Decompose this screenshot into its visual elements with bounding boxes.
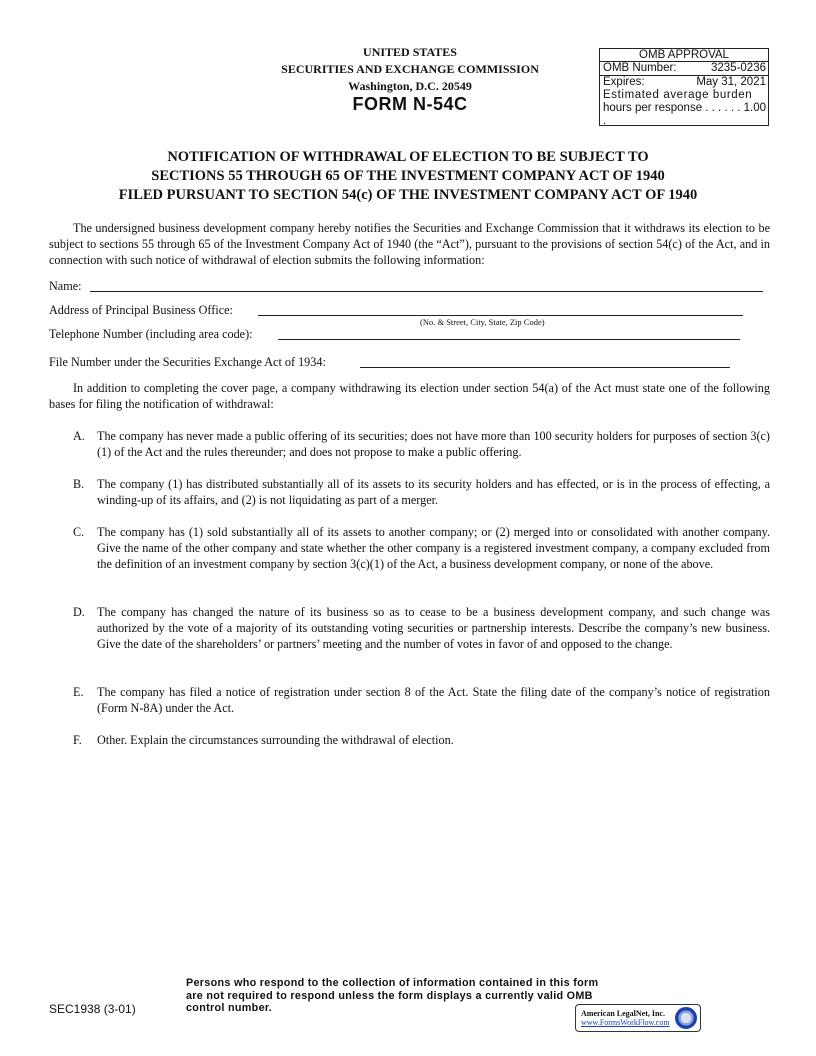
badge-url-link[interactable]: www.FormsWorkFlow.com bbox=[581, 1018, 670, 1027]
omb-hours-row bbox=[600, 102, 768, 128]
basis-item-label: B. bbox=[73, 477, 85, 491]
omb-hours-value: 1.00 bbox=[743, 102, 766, 114]
bases-intro-paragraph: In addition to completing the cover page, a company withdrawing its election under section 54(a) of the Act must state one of the following bases for filing the notification of withdrawal: bbox=[49, 381, 770, 411]
basis-item-text: The company (1) has distributed substantially all of its assets to its security holders and has effected, or is in the process of effecting, a winding-up of its affairs, and (2) is not liquidating as part of a merger. bbox=[97, 477, 770, 507]
basis-item-label: F. bbox=[73, 733, 82, 747]
document-title bbox=[40, 148, 776, 205]
basis-item-text: The company has filed a notice of registration under section 8 of the Act. State the filing date of the company’s notice of registration (Form N-8A) under the Act. bbox=[97, 685, 770, 715]
basis-item-d bbox=[73, 604, 770, 652]
publisher-badge[interactable] bbox=[575, 1004, 701, 1032]
omb-notice: Persons who respond to the collection of information contained in this form are not required to respond unless the form displays a currently valid OMB control number. bbox=[186, 977, 599, 1014]
name-field-line[interactable] bbox=[90, 291, 763, 292]
basis-item-text: Other. Explain the circumstances surrounding the withdrawal of election. bbox=[97, 733, 454, 747]
basis-item-label: D. bbox=[73, 605, 85, 619]
publisher-logo-icon bbox=[675, 1007, 697, 1029]
omb-expires-value: May 31, 2021 bbox=[696, 76, 766, 88]
header-line-agency: SECURITIES AND EXCHANGE COMMISSION bbox=[281, 62, 539, 76]
form-title: FORM N-54C bbox=[352, 94, 468, 114]
omb-approval-box bbox=[599, 48, 769, 126]
title-line-2: SECTIONS 55 THROUGH 65 OF THE INVESTMENT COMPANY ACT OF 1940 bbox=[151, 168, 665, 184]
header-line-country: UNITED STATES bbox=[363, 45, 457, 59]
basis-item-text: The company has never made a public offering of its securities; does not have more than 100 security holders for purposes of section 3(c)(1) of the Act and the rules thereunder; and does not propose to make a public offering. bbox=[97, 429, 770, 459]
basis-item-text: The company has (1) sold substantially all of its assets to another company; or (2) merged into or consolidated with another company. Give the name of the other company and state whether the other company is a registered investment company, a company excluded from the definition of an investment company by section 3(c)(1) of the Act, a business development company, or none of the above. bbox=[97, 525, 770, 571]
header-line-city: Washington, D.C. 20549 bbox=[348, 79, 472, 93]
file-number-field-line[interactable] bbox=[360, 367, 730, 368]
basis-item-text: The company has changed the nature of its business so as to cease to be a business development company, and such change was authorized by the vote of a majority of its outstanding voting securities or partnership interests. Describe the company’s new business. Give the date of the shareholders’ or partners’ meeting and the number of votes in favor of and opposed to the change. bbox=[97, 605, 770, 651]
omb-hours-label: hours per response . . . . . . . bbox=[603, 102, 741, 127]
omb-expires-label: Expires: bbox=[603, 76, 645, 88]
omb-title: OMB APPROVAL bbox=[600, 49, 768, 62]
omb-expires-row bbox=[600, 76, 768, 89]
basis-item-label: C. bbox=[73, 525, 85, 539]
omb-number-row bbox=[600, 62, 768, 76]
address-field-line[interactable] bbox=[258, 315, 743, 316]
name-field-label: Name: bbox=[49, 279, 82, 293]
badge-company: American LegalNet, Inc. bbox=[581, 1009, 665, 1018]
basis-item-label: A. bbox=[73, 429, 85, 443]
omb-burden-line: Estimated average burden bbox=[603, 89, 753, 101]
basis-item-e bbox=[73, 684, 770, 716]
file-number-field-label: File Number under the Securities Exchange Act of 1934: bbox=[49, 355, 326, 369]
omb-number-value: 3235-0236 bbox=[711, 62, 766, 74]
telephone-field-label: Telephone Number (including area code): bbox=[49, 327, 253, 341]
basis-item-label: E. bbox=[73, 685, 84, 699]
basis-item-a bbox=[73, 428, 770, 460]
title-line-3: FILED PURSUANT TO SECTION 54(c) OF THE INVESTMENT COMPANY ACT OF 1940 bbox=[118, 187, 698, 203]
basis-item-c bbox=[73, 524, 770, 572]
telephone-field-line[interactable] bbox=[278, 339, 740, 340]
basis-item-f bbox=[73, 732, 770, 748]
intro-paragraph: The undersigned business development company hereby notifies the Securities and Exchange Commission that it withdraws its election to be subject to sections 55 through 65 of the Investment Company Act of 1940 (the “Act”), pursuant to the provisions of section 54(c) of the Act, and in connection with such notice of withdrawal of election submits the following information: bbox=[49, 221, 770, 267]
address-field-hint: (No. & Street, City, State, Zip Code) bbox=[420, 317, 545, 327]
basis-item-b bbox=[73, 476, 770, 508]
form-code: SEC1938 (3-01) bbox=[49, 1002, 136, 1016]
address-field-label: Address of Principal Business Office: bbox=[49, 303, 233, 317]
omb-number-label: OMB Number: bbox=[603, 62, 677, 74]
agency-header bbox=[240, 44, 580, 113]
title-line-1: NOTIFICATION OF WITHDRAWAL OF ELECTION TO BE SUBJECT TO bbox=[167, 149, 649, 165]
